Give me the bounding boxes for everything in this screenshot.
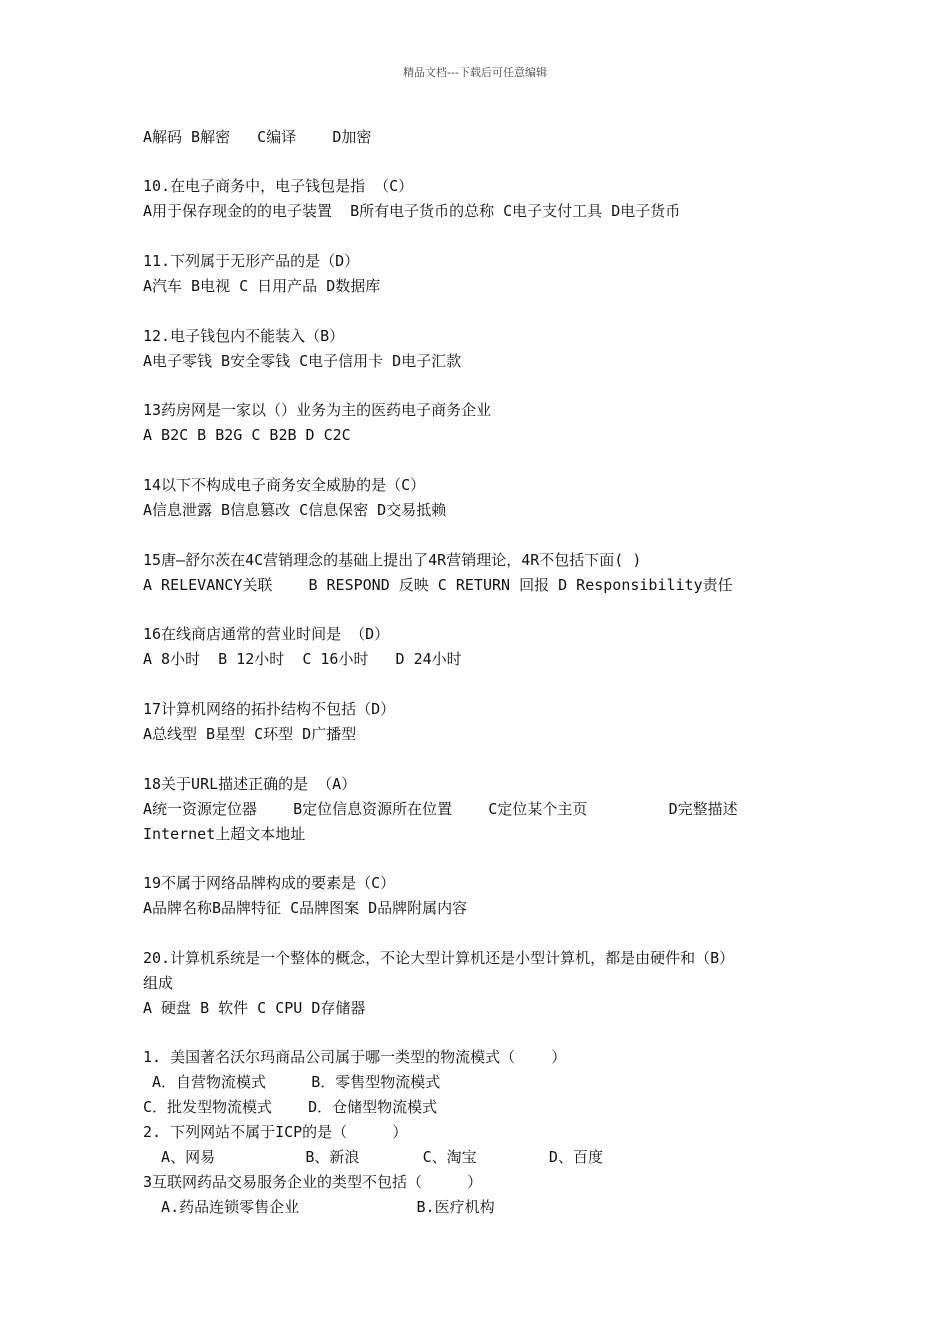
page-header: 精品文档---下载后可任意编辑 (403, 66, 547, 79)
question-line: 1. 美国著名沃尔玛商品公司属于哪一类型的物流模式（ ） (143, 1048, 567, 1066)
options-line: A汽车 B电视 C 日用产品 D数据库 (143, 277, 381, 295)
options-line: A信息泄露 B信息篡改 C信息保密 D交易抵赖 (143, 501, 447, 519)
question-line: 18关于URL描述正确的是 （A） (143, 775, 357, 793)
question-line: 15唐—舒尔茨在4C营销理念的基础上提出了4R营销理论，4R不包括下面( ) (143, 551, 642, 569)
options-line-continued: Internet上超文本地址 (143, 825, 306, 843)
options-line: A、网易 B、新浪 C、淘宝 D、百度 (143, 1148, 603, 1166)
options-line: A.药品连锁零售企业 B.医疗机构 (143, 1198, 495, 1216)
options-line: A用于保存现金的的电子装置 B所有电子货币的总称 C电子支付工具 D电子货币 (143, 202, 681, 220)
question-line-continued: 组成 (143, 974, 174, 992)
question-line: 2. 下列网站不属于ICP的是（ ） (143, 1123, 408, 1141)
question-line: 17计算机网络的拓扑结构不包括（D） (143, 700, 396, 718)
options-line: A RELEVANCY关联 B RESPOND 反映 C RETURN 回报 D Responsibility责任 (143, 576, 733, 594)
text-line: A解码 B解密 C编译 D加密 (143, 128, 372, 146)
question-line: 16在线商店通常的营业时间是 （D） (143, 625, 390, 643)
question-line: 14以下不构成电子商务安全威胁的是（C） (143, 476, 426, 494)
question-line: 19不属于网络品牌构成的要素是（C） (143, 874, 396, 892)
options-line: A总线型 B星型 C环型 D广播型 (143, 725, 357, 743)
question-line: 3互联网药品交易服务企业的类型不包括（ ） (143, 1173, 483, 1191)
options-line: A 硬盘 B 软件 C CPU D存储器 (143, 999, 366, 1017)
question-line: 10.在电子商务中，电子钱包是指 （C） (143, 177, 414, 195)
options-line: A电子零钱 B安全零钱 C电子信用卡 D电子汇款 (143, 352, 462, 370)
question-line: 20.计算机系统是一个整体的概念，不论大型计算机还是小型计算机，都是由硬件和（B） (143, 949, 735, 967)
question-line: 13药房网是一家以（）业务为主的医药电子商务企业 (143, 401, 492, 419)
options-line: A品牌名称B品牌特征 C品牌图案 D品牌附属内容 (143, 899, 468, 917)
options-line: A．自营物流模式 B．零售型物流模式 (143, 1073, 441, 1091)
options-line: A 8小时 B 12小时 C 16小时 D 24小时 (143, 650, 462, 668)
options-line: C．批发型物流模式 D．仓储型物流模式 (143, 1098, 438, 1116)
question-line: 12.电子钱包内不能装入（B） (143, 327, 345, 345)
question-line: 11.下列属于无形产品的是（D） (143, 252, 360, 270)
options-line: A B2C B B2G C B2B D C2C (143, 426, 351, 444)
options-line: A统一资源定位器 B定位信息资源所在位置 C定位某个主页 D完整描述 (143, 800, 738, 818)
